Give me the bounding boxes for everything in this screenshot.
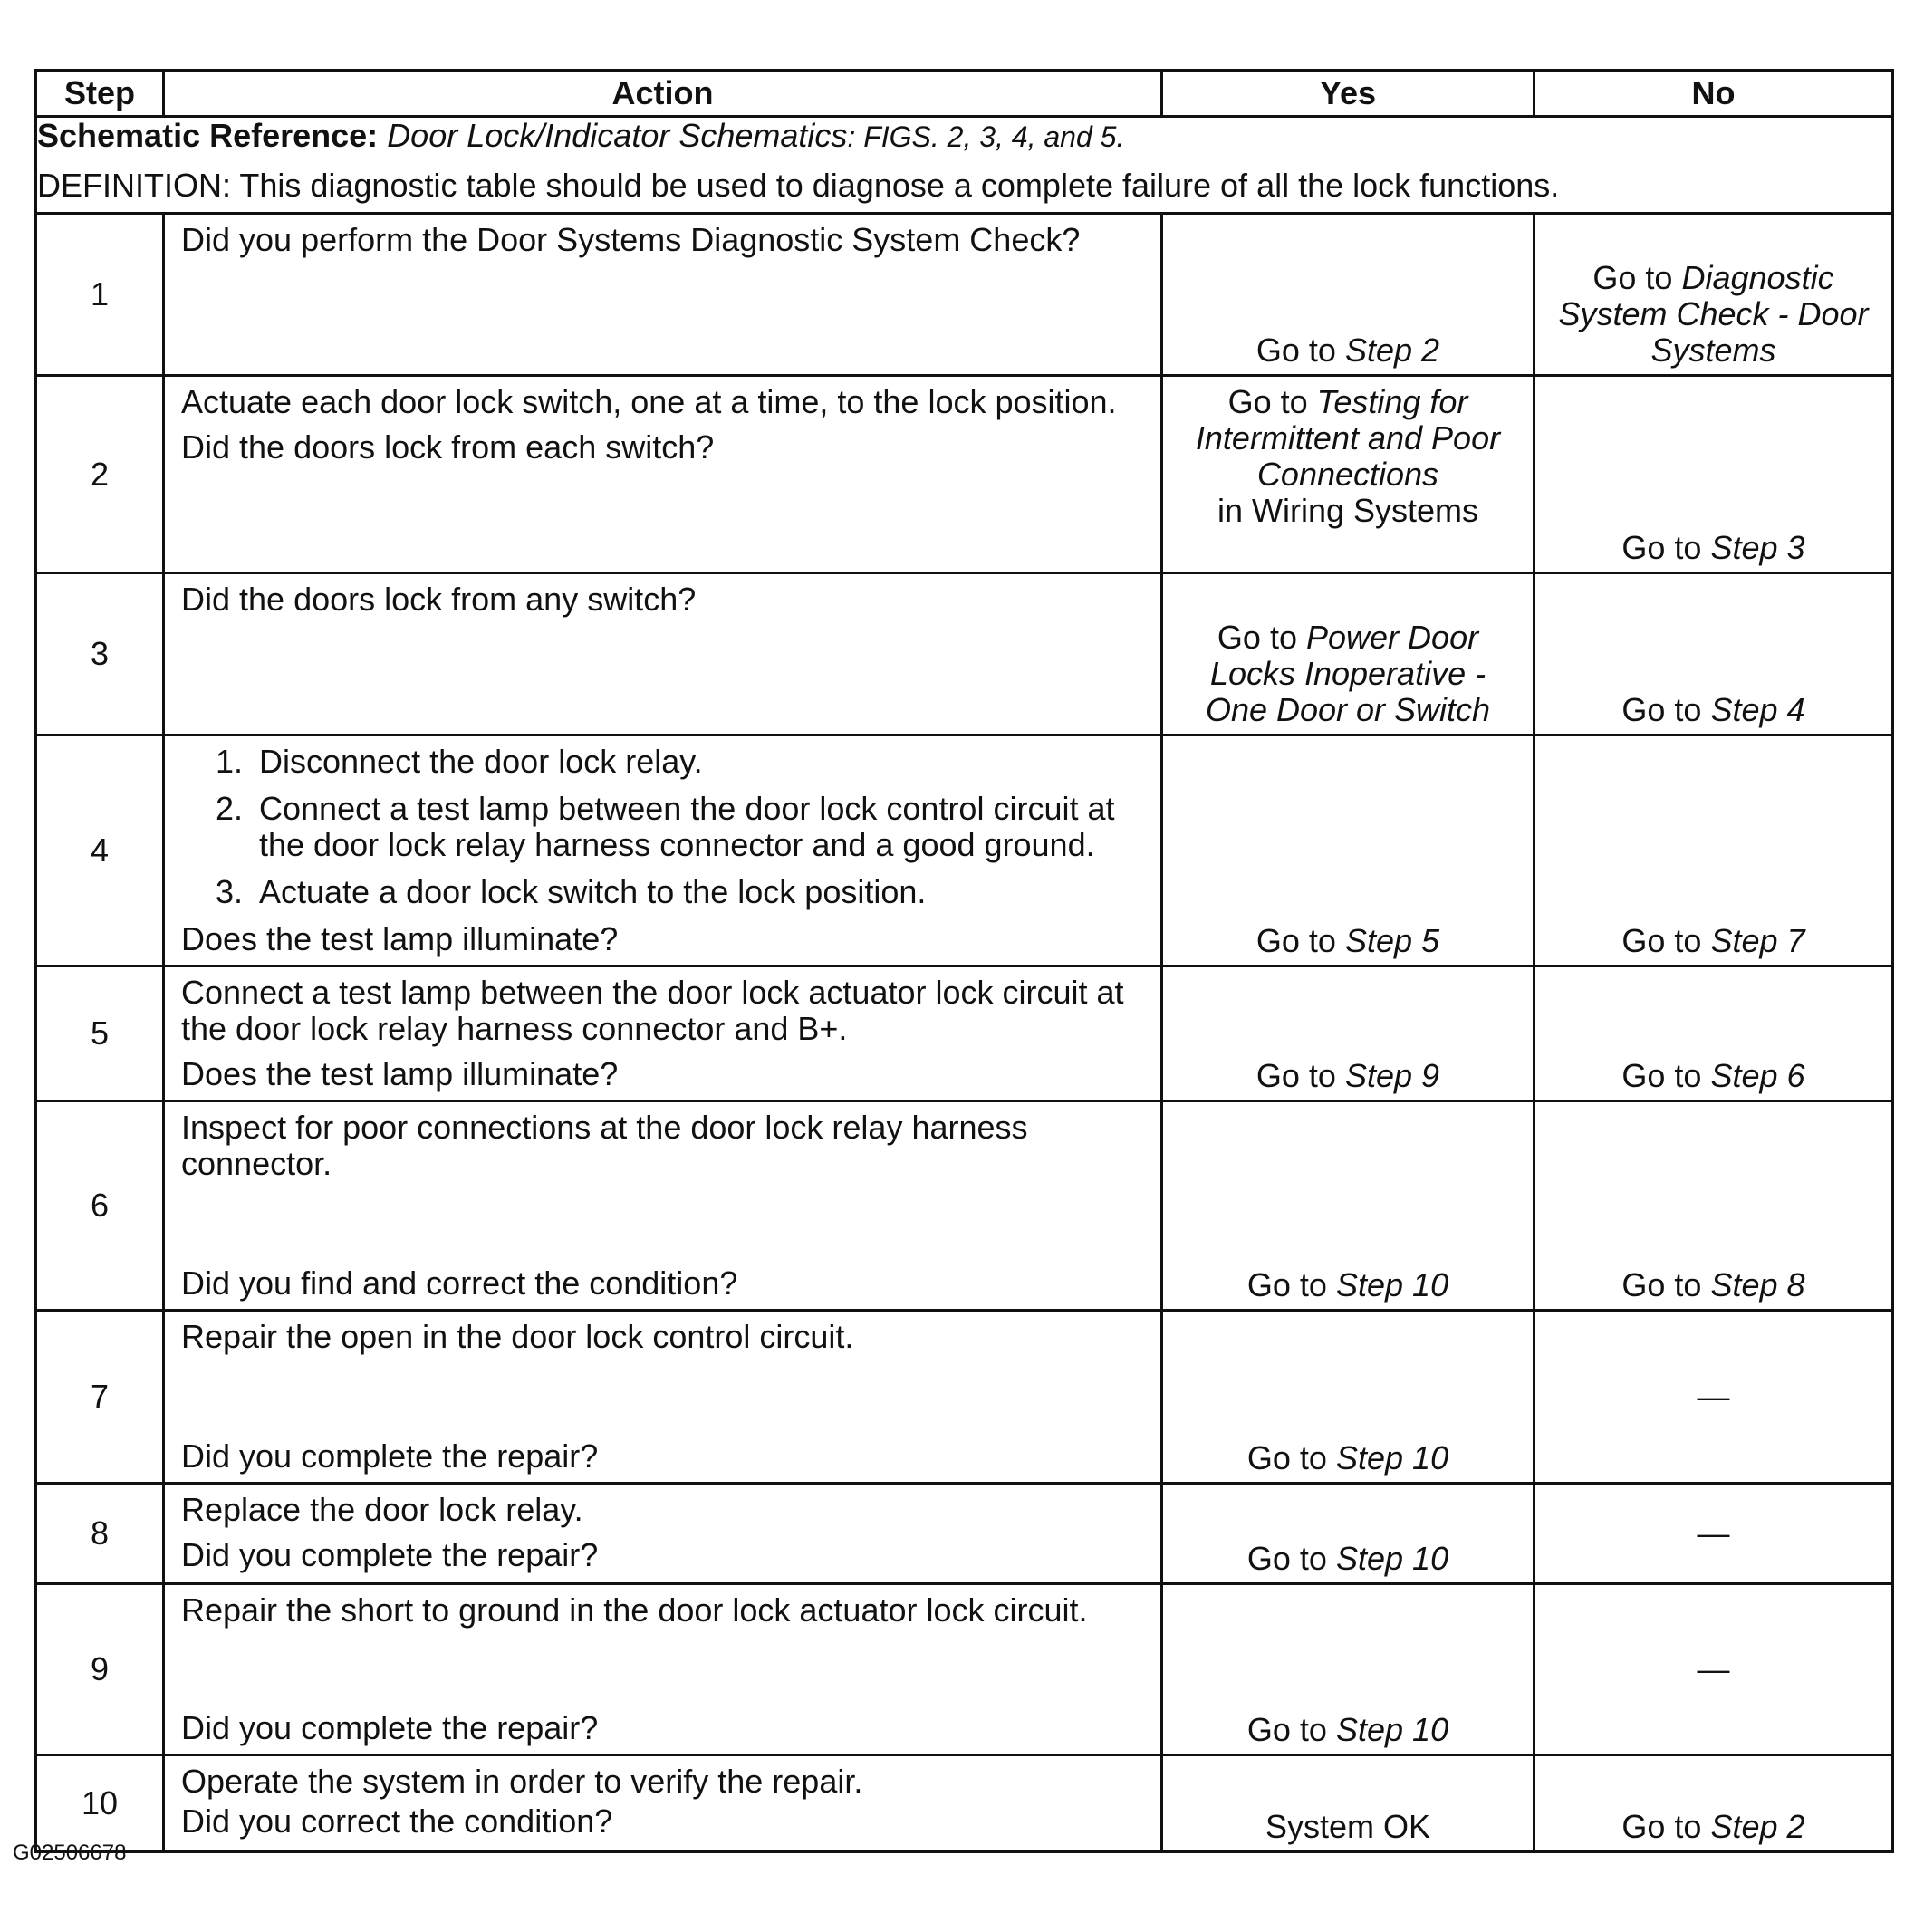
step-number: 5 (36, 966, 164, 1101)
step-number: 7 (36, 1311, 164, 1484)
system-ok-text: System OK (1265, 1808, 1431, 1845)
action-question: Did you correct the condition? (181, 1802, 613, 1840)
action-text: Inspect for poor connections at the door lock relay harness connector. (181, 1109, 1028, 1182)
header-yes: Yes (1162, 71, 1534, 117)
action-cell (164, 1311, 1162, 1484)
goto-label: Go to (1621, 1266, 1702, 1303)
header-action: Action (164, 71, 1162, 117)
action-question: Does the test lamp illuminate? (181, 1055, 619, 1092)
step-number: 2 (36, 376, 164, 573)
table-row (36, 966, 1893, 1101)
yes-cell (1162, 376, 1534, 573)
reference-row (36, 117, 1893, 214)
action-cell (164, 1101, 1162, 1311)
goto-label: Go to (1255, 922, 1336, 959)
table-row (36, 1484, 1893, 1584)
action-text: Actuate each door lock switch, one at a time, to the lock position. (181, 383, 1117, 420)
no-cell (1534, 1484, 1893, 1584)
no-link[interactable]: Step 3 (1710, 529, 1805, 566)
action-cell (164, 214, 1162, 376)
action-question: Did you complete the repair? (181, 1536, 599, 1573)
list-item: 2. Connect a test lamp between the door lock control circuit at the door lock relay harness connector and a good ground. (252, 791, 1160, 863)
action-text: Replace the door lock relay. (181, 1491, 583, 1528)
yes-cell (1162, 573, 1534, 735)
action-cell (164, 1755, 1162, 1852)
yes-link[interactable]: Testing for Intermittent and Poor Connections (1195, 383, 1501, 493)
step-number: 8 (36, 1484, 164, 1584)
action-text: Did you perform the Door Systems Diagnostic System Check? (181, 221, 1081, 258)
yes-link[interactable]: Power Door Locks Inoperative - One Door or Switch (1205, 619, 1491, 728)
goto-label: Go to (1621, 529, 1702, 566)
reference-title: Door Lock/Indicator Schematics (387, 117, 848, 154)
yes-cell (1162, 735, 1534, 966)
goto-label: Go to (1255, 1057, 1336, 1094)
action-cell (164, 376, 1162, 573)
yes-link[interactable]: Step 9 (1344, 1057, 1440, 1094)
step-number: 6 (36, 1101, 164, 1311)
action-question: Did the doors lock from any switch? (181, 581, 697, 618)
yes-cell (1162, 214, 1534, 376)
yes-link[interactable]: Step 10 (1335, 1711, 1449, 1748)
no-link[interactable]: Step 6 (1710, 1057, 1805, 1094)
action-text: Operate the system in order to verify the repair. (181, 1763, 863, 1800)
yes-cell (1162, 1311, 1534, 1484)
action-question: Did the doors lock from each switch? (181, 428, 715, 466)
no-link[interactable]: Diagnostic System Check - Door Systems (1558, 259, 1869, 369)
table-row (36, 376, 1893, 573)
table-row (36, 1101, 1893, 1311)
goto-label: Go to (1592, 259, 1673, 296)
reference-label: Schematic Reference: (37, 117, 379, 154)
yes-link[interactable]: Step 10 (1335, 1540, 1449, 1577)
yes-link-suffix: in Wiring Systems (1217, 492, 1479, 529)
no-cell (1534, 573, 1893, 735)
reference-figs: : FIGS. 2, 3, 4, and 5. (847, 120, 1125, 153)
header-step: Step (36, 71, 164, 117)
no-link[interactable]: Step 4 (1710, 691, 1805, 728)
no-link[interactable]: Step 2 (1710, 1808, 1805, 1845)
no-cell (1534, 735, 1893, 966)
no-dash: — (1697, 1378, 1730, 1415)
no-cell (1534, 1101, 1893, 1311)
goto-label: Go to (1246, 1439, 1327, 1476)
yes-cell (1162, 1101, 1534, 1311)
header-no: No (1534, 71, 1893, 117)
goto-label: Go to (1246, 1711, 1327, 1748)
no-cell (1534, 1311, 1893, 1484)
no-cell (1534, 376, 1893, 573)
yes-link[interactable]: Step 5 (1344, 922, 1440, 959)
table-row (36, 214, 1893, 376)
header-row (36, 71, 1893, 117)
step-number: 3 (36, 573, 164, 735)
goto-label: Go to (1621, 1808, 1702, 1845)
table-row (36, 1755, 1893, 1852)
goto-label: Go to (1246, 1266, 1327, 1303)
list-item: 1. Disconnect the door lock relay. (252, 744, 1160, 780)
action-question: Did you complete the repair? (181, 1709, 599, 1746)
action-text: Repair the open in the door lock control circuit. (181, 1318, 854, 1355)
goto-label: Go to (1246, 1540, 1327, 1577)
yes-cell (1162, 1755, 1534, 1852)
yes-cell (1162, 1584, 1534, 1755)
yes-link[interactable]: Step 10 (1335, 1266, 1449, 1303)
action-cell (164, 1484, 1162, 1584)
action-cell (164, 735, 1162, 966)
yes-link[interactable]: Step 2 (1344, 332, 1440, 369)
no-link[interactable]: Step 7 (1710, 922, 1805, 959)
no-dash: — (1697, 1514, 1730, 1552)
no-cell (1534, 1584, 1893, 1755)
yes-cell (1162, 1484, 1534, 1584)
yes-link[interactable]: Step 10 (1335, 1439, 1449, 1476)
action-question: Does the test lamp illuminate? (181, 920, 619, 957)
table-row (36, 735, 1893, 966)
table-row (36, 1311, 1893, 1484)
action-text: Connect a test lamp between the door lock actuator lock circuit at the door lock relay harness connector and B+. (181, 974, 1124, 1047)
step-number: 10 (36, 1755, 164, 1852)
goto-label: Go to (1621, 691, 1702, 728)
goto-label: Go to (1255, 332, 1336, 369)
definition-text: DEFINITION: This diagnostic table should be used to diagnose a complete failure of all the lock functions. (37, 167, 1560, 204)
table-row (36, 1584, 1893, 1755)
action-cell (164, 966, 1162, 1101)
no-cell (1534, 1755, 1893, 1852)
step-number: 4 (36, 735, 164, 966)
goto-label: Go to (1621, 1057, 1702, 1094)
table-row (36, 573, 1893, 735)
goto-label: Go to (1217, 619, 1297, 656)
action-cell (164, 1584, 1162, 1755)
no-cell (1534, 966, 1893, 1101)
diagnostic-table (34, 69, 1894, 1853)
list-item: 3. Actuate a door lock switch to the lock position. (252, 874, 1160, 910)
figure-id: G02506678 (13, 1841, 127, 1865)
goto-label: Go to (1621, 922, 1702, 959)
action-steps-list (181, 744, 1160, 910)
step-number: 9 (36, 1584, 164, 1755)
action-text: Repair the short to ground in the door lock actuator lock circuit. (181, 1591, 1088, 1629)
action-question: Did you find and correct the condition? (181, 1264, 738, 1302)
yes-cell (1162, 966, 1534, 1101)
action-question: Did you complete the repair? (181, 1437, 599, 1475)
no-link[interactable]: Step 8 (1710, 1266, 1805, 1303)
action-cell (164, 573, 1162, 735)
no-cell (1534, 214, 1893, 376)
step-number: 1 (36, 214, 164, 376)
goto-label: Go to (1227, 383, 1308, 420)
no-dash: — (1697, 1650, 1730, 1687)
